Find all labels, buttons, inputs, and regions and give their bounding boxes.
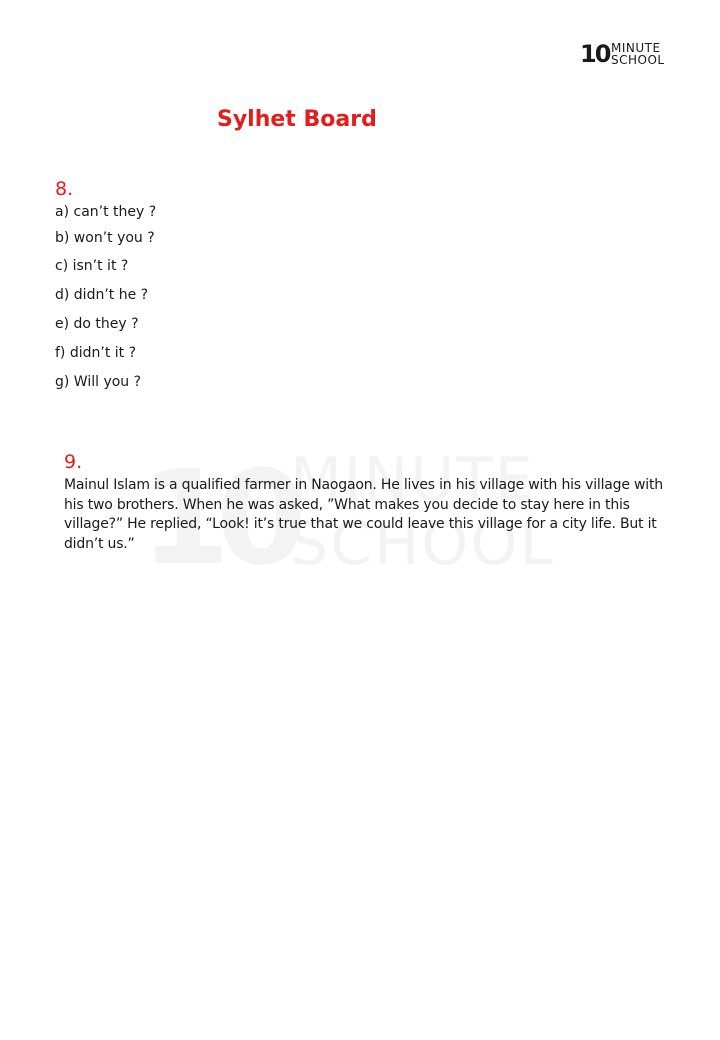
logo-line1: MINUTE (611, 41, 661, 55)
answer-b: b) won’t you ? (55, 230, 155, 246)
logo-mark (580, 40, 610, 68)
page-title: Sylhet Board (217, 107, 377, 132)
logo-text (611, 42, 665, 66)
answer-e: e) do they ? (55, 316, 139, 332)
question-9-passage: Mainul Islam is a qualified farmer in Naogaon. He lives in his village with his village with his two brothers. When he was asked, ”What makes you decide to stay here in this village?” He replied, “Look! it’s true that we could leave this village for a city life. But it didn’t us.” (64, 477, 663, 552)
answer-g: g) Will you ? (55, 374, 142, 390)
logo-number: 10 (580, 40, 610, 68)
answer-d: d) didn’t he ? (55, 287, 149, 303)
question-9-number: 9. (64, 451, 83, 473)
brand-logo (580, 40, 665, 68)
answer-f: f) didn’t it ? (55, 345, 137, 361)
answer-c: c) isn’t it ? (55, 258, 129, 274)
logo-line2: SCHOOL (611, 53, 665, 67)
answer-a: a) can’t they ? (55, 204, 157, 220)
question-8-number: 8. (55, 178, 74, 200)
